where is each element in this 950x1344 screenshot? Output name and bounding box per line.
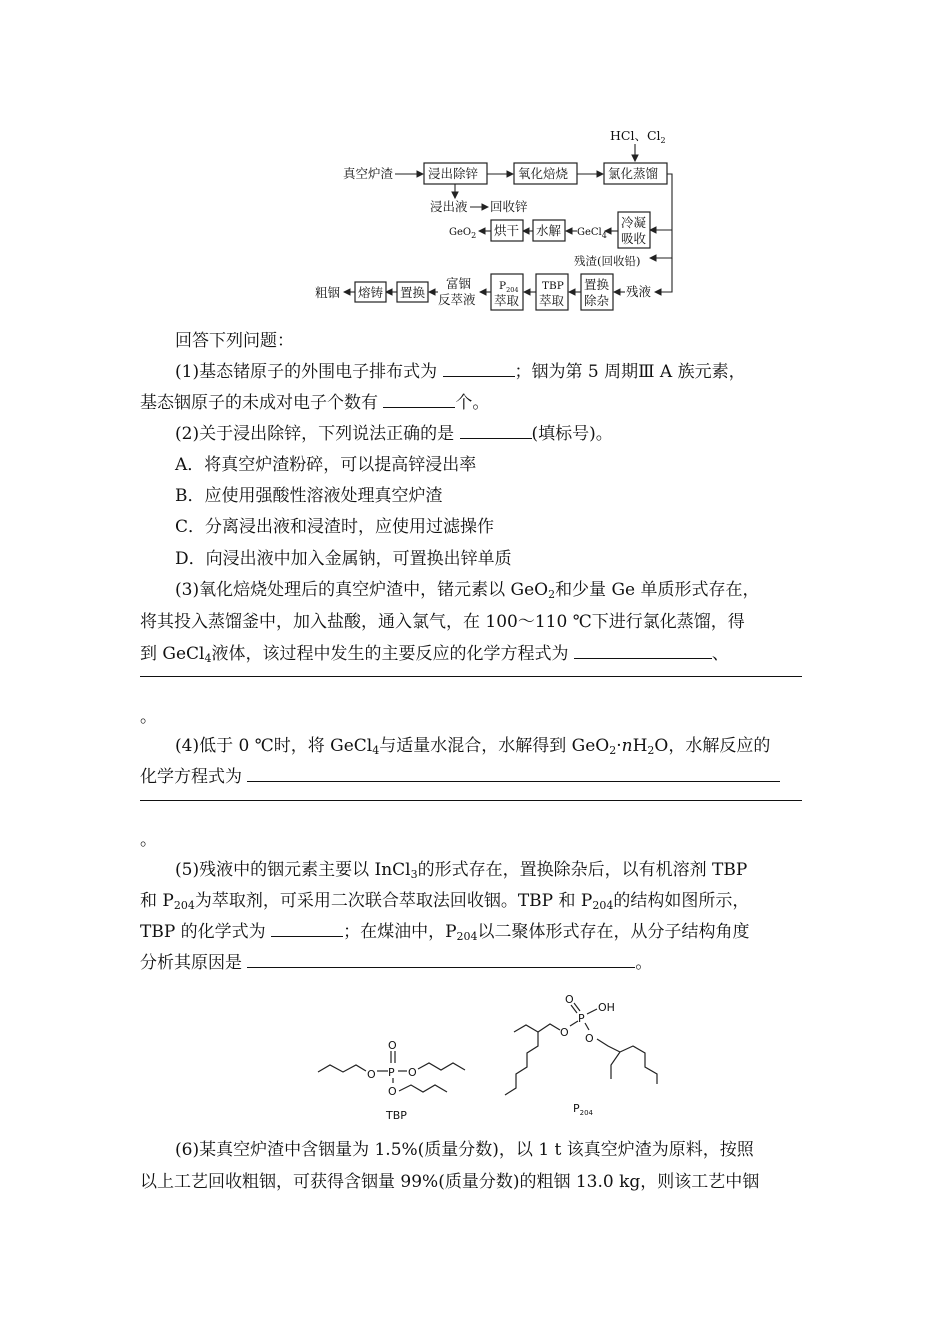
- rich-indium-label: 富铟: [446, 276, 472, 291]
- p204-structure: [495, 985, 680, 1120]
- svg-text:O: O: [367, 1068, 376, 1081]
- svg-text:除杂: 除杂: [584, 293, 610, 308]
- q4-period: 。: [140, 830, 157, 850]
- option-a: A．将真空炉渣粉碎，可以提高锌浸出率: [175, 455, 477, 475]
- svg-text:水解: 水解: [536, 223, 562, 238]
- reagent-label: HCl、$Cl_2$: [610, 128, 666, 145]
- svg-text:P: P: [578, 1012, 585, 1025]
- leach-liquid-label: 浸出液: [430, 199, 468, 214]
- tbp-label: TBP: [386, 1109, 407, 1122]
- q3-line2: 将其投入蒸馏釜中，加入盐酸，通入氯气，在 100～110 ℃下进行氯化蒸馏，得: [140, 612, 745, 632]
- answer-line: [140, 800, 802, 801]
- p204-label: $P_{204}$: [573, 1102, 594, 1117]
- q2-line: (2)关于浸出除锌，下列说法正确的是 (填标号)。: [175, 424, 613, 444]
- svg-text:氯化蒸馏: 氯化蒸馏: [608, 166, 659, 181]
- q6-line2: 以上工艺回收粗铟，可获得含铟量 99%(质量分数)的粗铟 13.0 kg，则该工艺中铟: [140, 1172, 760, 1192]
- svg-text:熔铸: 熔铸: [358, 285, 384, 300]
- svg-text:烘干: 烘干: [494, 223, 520, 238]
- q6-line1: (6)某真空炉渣中含铟量为 1.5%(质量分数)，以 1 t 该真空炉渣为原料，按照: [175, 1140, 754, 1160]
- svg-text:萃取: 萃取: [539, 293, 565, 308]
- svg-text:O: O: [388, 1085, 397, 1098]
- svg-text:氧化焙烧: 氧化焙烧: [518, 166, 569, 181]
- residue-liquid-label: 残液: [626, 284, 652, 299]
- q4-line1: (4)低于 0 ℃时，将 GeCl$_4$与适量水混合，水解得到 $GeO_2\cdot nH_2O$，水解反应的: [175, 736, 771, 757]
- process-flowchart: [300, 118, 700, 318]
- svg-text:TBP: TBP: [542, 280, 564, 292]
- tbp-structure: [310, 1030, 490, 1125]
- q5-line3: TBP 的化学式为 ；在煤油中，$P_{204}$以二聚体形式存在，从分子结构角度: [140, 922, 750, 943]
- vacuum-slag-label: 真空炉渣: [343, 166, 394, 181]
- option-d: D．向浸出液中加入金属钠，可置换出锌单质: [175, 549, 512, 569]
- geo2-label: GeO$_2$: [449, 227, 477, 240]
- q3-line3: 到 GeCl$_4$液体，该过程中发生的主要反应的化学方程式为 、: [140, 644, 729, 665]
- svg-text:O: O: [560, 1026, 569, 1039]
- option-c: C．分离浸出液和浸渣时，应使用过滤操作: [175, 517, 495, 537]
- svg-text:O: O: [408, 1066, 417, 1079]
- svg-text:O: O: [388, 1039, 397, 1052]
- svg-text:吸收: 吸收: [621, 231, 647, 246]
- q1-line2: 基态铟原子的未成对电子个数有 个。: [140, 393, 490, 413]
- q5-line2: 和 $P_{204}$为萃取剂，可采用二次联合萃取法回收铟。TBP 和 $P_{204}$的结构如图所示，: [140, 891, 750, 912]
- q5-line4: 分析其原因是 。: [140, 953, 653, 973]
- option-b: B．应使用强酸性溶液处理真空炉渣: [175, 486, 443, 506]
- svg-text:置换: 置换: [584, 277, 610, 292]
- q3-line1: (3)氧化焙烧处理后的真空炉渣中，锗元素以 GeO$_2$和少量 Ge 单质形式存在，: [175, 580, 760, 601]
- svg-text:浸出除锌: 浸出除锌: [428, 166, 479, 181]
- q5-line1: (5)残液中的铟元素主要以 InCl$_3$的形式存在，置换除杂后，以有机溶剂 TBP: [175, 860, 748, 881]
- gecl4-label: GeCl$_4$: [577, 227, 607, 240]
- q1-line1: (1)基态锗原子的外围电子排布式为 ；铟为第 5 周期Ⅲ A 族元素，: [175, 362, 746, 382]
- svg-text:P204: $P_{204}$: [499, 280, 519, 294]
- crude-indium-label: 粗铟: [315, 285, 341, 300]
- answer-line: [140, 676, 802, 677]
- svg-text:O: O: [565, 993, 574, 1006]
- svg-text:反萃液: 反萃液: [438, 292, 476, 307]
- residue-lead-label: 残渣(回收铅): [574, 254, 641, 268]
- recover-zinc-label: 回收锌: [490, 199, 528, 214]
- svg-text:冷凝: 冷凝: [621, 215, 647, 230]
- svg-text:置换: 置换: [400, 285, 426, 300]
- svg-text:萃取: 萃取: [494, 293, 520, 308]
- q3-period: 。: [140, 707, 157, 727]
- svg-text:P: P: [388, 1066, 395, 1079]
- svg-text:OH: OH: [598, 1001, 615, 1014]
- svg-text:O: O: [585, 1032, 594, 1045]
- intro-text: 回答下列问题：: [175, 331, 294, 351]
- q4-line2: 化学方程式为: [140, 765, 780, 789]
